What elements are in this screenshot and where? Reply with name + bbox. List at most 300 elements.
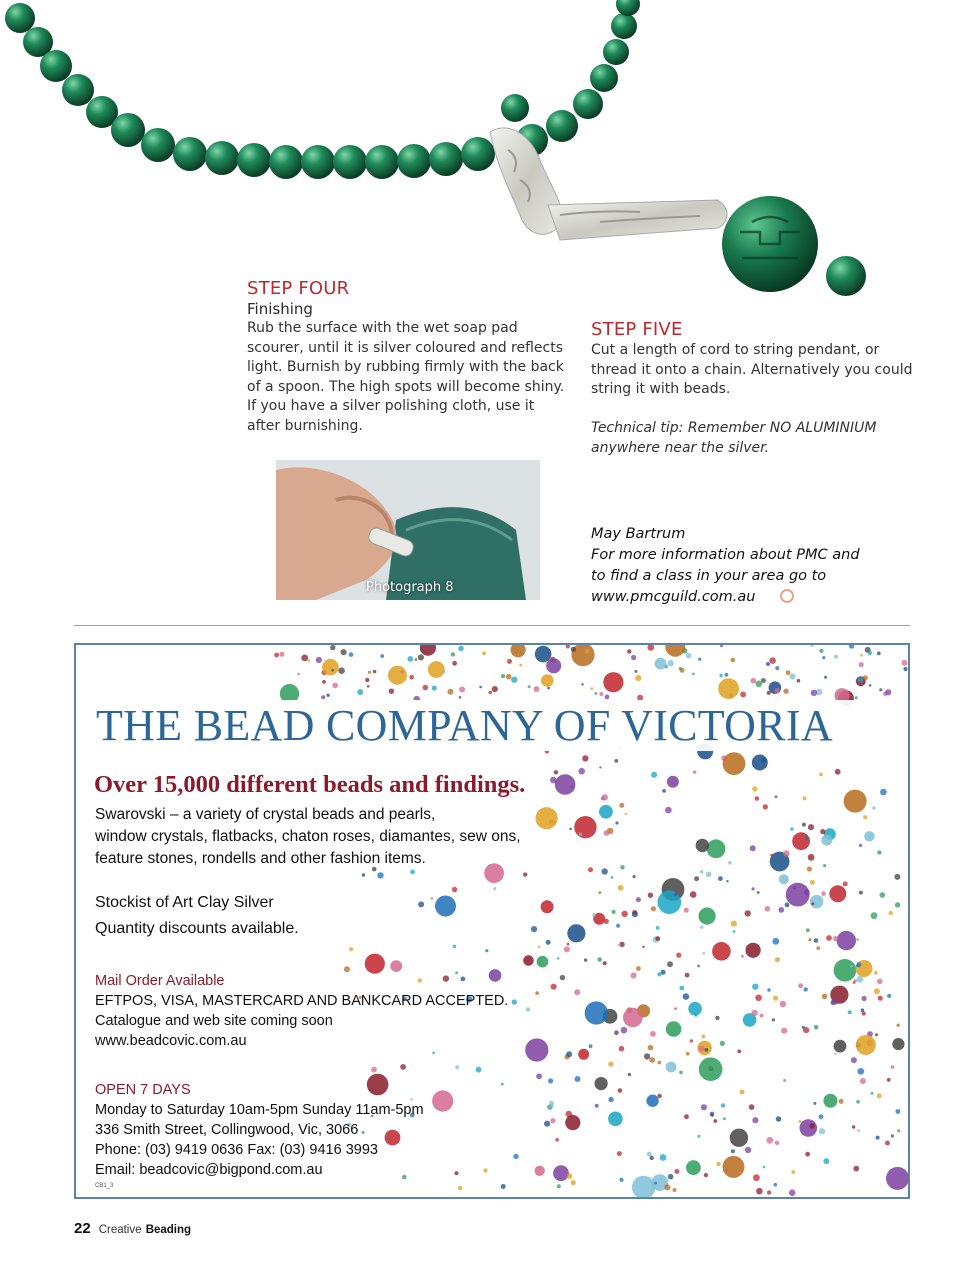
bead-dot: [599, 692, 603, 696]
bead-dot: [367, 685, 370, 688]
bead-dot: [647, 645, 654, 651]
bead-dot: [860, 1078, 866, 1084]
bead-dot: [804, 889, 810, 895]
step-four-line: light. Burnish by rubbing firmly with the back: [247, 359, 564, 376]
bead-dot: [554, 770, 558, 774]
bead-dot: [389, 689, 394, 694]
bead-dot: [534, 686, 540, 692]
bead-dot: [862, 1011, 866, 1015]
bead-dot: [897, 1024, 900, 1027]
stock-line: Stockist of Art Clay Silver: [95, 894, 274, 911]
bead-dot: [896, 1109, 901, 1114]
bead-dot: [686, 1160, 701, 1175]
bead-dot: [458, 646, 464, 652]
bead-dot: [536, 1073, 542, 1079]
bead-dot: [602, 794, 608, 800]
bead-dot: [526, 1007, 530, 1011]
bead-dot: [737, 1050, 741, 1054]
bead-dot: [800, 1119, 818, 1137]
bead-dot: [860, 654, 863, 657]
author-credit: [591, 524, 860, 608]
desc-line: Swarovski – a variety of crystal beads and pearls,: [95, 806, 436, 823]
bead-dot: [726, 880, 728, 882]
bead-dot: [859, 662, 864, 667]
bead-dot: [802, 823, 806, 827]
bead-dot: [692, 673, 695, 676]
bead-dot: [625, 813, 627, 815]
bead-dot: [745, 910, 751, 916]
bead-dot: [886, 1167, 908, 1190]
bead-dot: [595, 692, 598, 695]
bead-dot: [380, 654, 384, 658]
bead-dot: [789, 1189, 796, 1196]
bead-dot: [571, 1180, 576, 1185]
bead-dot: [579, 833, 582, 836]
bead-dot: [589, 1044, 593, 1048]
ad-stockist: [95, 890, 299, 942]
bead-dot: [887, 1078, 891, 1082]
bead-dot: [642, 946, 645, 949]
bead-dot: [667, 961, 673, 967]
ad-title: THE BEAD COMPANY OF VICTORIA: [92, 700, 910, 751]
bead-dot: [835, 769, 841, 775]
bead-dot: [631, 655, 636, 660]
bead-dot: [894, 874, 900, 880]
bead-dot: [418, 901, 424, 907]
bead-dot: [451, 652, 455, 656]
bead-dot: [802, 1026, 805, 1029]
bead-dot: [810, 880, 815, 885]
bead-dot: [819, 1128, 825, 1134]
bead-dot: [557, 1184, 561, 1188]
bead-dot: [869, 684, 872, 687]
bead-dot: [274, 653, 279, 658]
bead-dot: [611, 876, 613, 878]
bead-dot: [584, 958, 587, 961]
credit-line: to find a class in your area go to: [591, 568, 827, 584]
bead-dot: [662, 789, 666, 793]
bead-dot: [804, 987, 808, 991]
silver-pendant: [490, 128, 727, 240]
bead-dot: [902, 660, 908, 666]
necklace-photo: [0, 0, 974, 300]
bead-dot: [699, 1057, 723, 1081]
bead-dot: [632, 1176, 655, 1197]
bead-dot: [655, 658, 667, 670]
bead-dot: [605, 695, 610, 700]
bead-dot: [648, 893, 653, 898]
bead-dot: [721, 1103, 725, 1107]
bead-dot: [501, 674, 505, 678]
bead-dot: [620, 865, 624, 869]
bead-dot: [618, 1088, 623, 1093]
bead-dot: [703, 952, 706, 955]
step-five-body: [591, 341, 921, 400]
bead-dot: [876, 1136, 880, 1140]
bead-dot: [792, 832, 810, 850]
bead-dot: [614, 759, 618, 763]
burnishing-photo: [276, 460, 540, 600]
bead-dot: [541, 674, 554, 687]
bead-dot: [488, 691, 492, 695]
mail-line: EFTPOS, VISA, MASTERCARD AND BANKCARD ACCEPTED.: [95, 993, 509, 1009]
bead-dot: [550, 1118, 555, 1123]
bead-dot: [780, 1001, 786, 1007]
bead-dot: [797, 679, 801, 683]
bead-dot: [536, 807, 558, 829]
bead-dot: [715, 1016, 719, 1020]
bead-dot: [823, 1158, 829, 1164]
bead-dot: [633, 875, 636, 878]
bead-dot: [538, 946, 541, 949]
bead-dot: [783, 850, 790, 857]
step-five-heading: STEP FIVE: [591, 319, 683, 340]
bead-dot: [731, 658, 736, 663]
bead-dot: [415, 658, 418, 661]
bead-dot: [752, 786, 757, 791]
ad-tagline: Over 15,000 different beads and findings.: [94, 771, 526, 798]
bead-dot: [831, 998, 838, 1005]
bead-dot: [789, 673, 795, 679]
bead-dot: [877, 850, 881, 854]
bead-dot: [765, 906, 771, 912]
bead-dot: [699, 908, 716, 925]
bead-dot: [459, 687, 465, 693]
bead-dot: [608, 1112, 623, 1127]
bead-dot: [775, 795, 778, 798]
technical-tip: [591, 418, 921, 458]
bead-dot: [775, 957, 780, 962]
bead-dot: [875, 1033, 878, 1036]
bead-dot: [501, 1083, 504, 1086]
bead-dot: [728, 861, 732, 865]
bead-dot: [619, 1046, 625, 1052]
stock-line: Quantity discounts available.: [95, 920, 299, 937]
bead-dot: [362, 873, 365, 876]
bead-dot: [763, 1166, 766, 1169]
bead-company-advert: [74, 643, 910, 1199]
bead-dot: [755, 796, 760, 801]
step-four-section: [247, 278, 577, 437]
bead-dot: [885, 689, 891, 695]
bead-dot: [776, 1116, 782, 1122]
credit-line: For more information about PMC and: [591, 547, 860, 563]
bead-dot: [822, 994, 828, 1000]
bead-dot: [603, 672, 623, 692]
bead-dot: [368, 671, 371, 674]
bead-dot: [779, 874, 789, 884]
bead-dot: [492, 686, 498, 692]
bead-dot: [731, 921, 737, 927]
bead-dot: [501, 1184, 506, 1189]
bead-dot: [694, 876, 699, 881]
bead-dot: [760, 1014, 764, 1018]
bead-dot: [903, 667, 907, 671]
magazine-prefix: Creative: [98, 1224, 142, 1236]
bead-dot: [839, 1099, 844, 1104]
bead-dot: [879, 688, 882, 691]
step-five-line: Cut a length of cord to string pendant, or: [591, 342, 880, 358]
bead-dot: [647, 1152, 652, 1157]
bead-dot: [823, 1094, 837, 1108]
bead-dot: [701, 1035, 705, 1039]
desc-line: window crystals, flatbacks, chaton roses, diamantes, sew ons,: [95, 828, 521, 845]
bead-dot: [696, 839, 709, 852]
bead-dot: [569, 828, 572, 831]
bead-dot: [834, 959, 857, 982]
bead-dot: [544, 1121, 550, 1127]
bead-dot: [858, 677, 864, 683]
bead-dot: [646, 1095, 658, 1107]
bead-dot: [848, 1010, 852, 1014]
bead-dot: [585, 649, 590, 654]
bead-dot: [453, 945, 457, 949]
bead-dot: [621, 911, 627, 917]
bead-dot: [667, 776, 679, 788]
bead-dot: [718, 876, 723, 881]
bead-dot: [690, 1039, 693, 1042]
bead-dot: [872, 806, 875, 809]
bead-dot: [617, 1151, 622, 1156]
bead-dot: [859, 891, 863, 895]
bead-dot: [877, 979, 883, 985]
bead-dot: [710, 1112, 715, 1117]
bead-dot: [674, 1169, 679, 1174]
bead-dot: [806, 928, 810, 932]
bead-dot: [698, 658, 701, 661]
bead-dot: [679, 986, 684, 991]
bead-dot: [684, 908, 689, 913]
bead-dot: [316, 657, 322, 663]
bead-dot: [716, 1162, 720, 1166]
bead-dot: [574, 989, 580, 995]
bead-dot: [834, 1040, 847, 1053]
bead-dot: [602, 868, 608, 874]
bead-dot: [420, 645, 436, 656]
bead-dot: [897, 1129, 900, 1132]
bead-dot: [863, 675, 868, 680]
bead-dot: [874, 971, 878, 975]
bead-dot: [279, 652, 284, 657]
bead-dot: [588, 867, 593, 872]
bead-dot: [322, 659, 339, 676]
bead-dot: [814, 938, 819, 943]
bead-dot: [699, 1046, 705, 1052]
bead-dot: [752, 1117, 758, 1123]
bead-dot: [829, 885, 846, 902]
bead-dot: [614, 1030, 619, 1035]
bead-dot: [822, 656, 825, 659]
bead-dot: [676, 953, 681, 958]
bead-dot: [590, 687, 593, 690]
bead-dot: [632, 911, 638, 917]
bead-dot: [713, 1119, 717, 1123]
bead-dot: [322, 680, 326, 684]
bead-dot: [332, 683, 338, 689]
step-four-line: If you have a silver polishing cloth, use it: [247, 398, 535, 415]
bead-dot: [506, 674, 512, 680]
bead-dot: [673, 1188, 677, 1192]
step-four-line: after burnishing.: [247, 417, 363, 434]
bead-dot: [750, 678, 756, 684]
bead-dot: [447, 689, 453, 695]
bead-dot: [535, 991, 539, 995]
page-number: 22: [74, 1220, 91, 1237]
bead-dot: [723, 1117, 726, 1120]
bead-dot: [330, 645, 335, 650]
ad-mail-order: [95, 971, 508, 1051]
bead-dot: [566, 1051, 572, 1057]
bead-dot: [813, 1102, 816, 1105]
bead-dot: [618, 944, 621, 947]
bead-dot: [853, 1166, 859, 1172]
bead-dot: [512, 999, 517, 1004]
bead-dot: [557, 957, 559, 959]
bead-dot: [608, 1061, 613, 1066]
bead-dot: [400, 1064, 406, 1070]
bead-dot: [683, 993, 690, 1000]
bead-dot: [537, 956, 549, 968]
bead-dot: [859, 844, 862, 847]
bead-dot: [746, 943, 761, 958]
bead-dot: [665, 807, 672, 814]
bead-dot: [619, 1178, 623, 1182]
bead-dot: [767, 988, 771, 992]
bead-dot: [459, 696, 462, 699]
bead-dot: [410, 870, 415, 875]
bead-dot: [844, 790, 867, 813]
bead-dot: [892, 1038, 904, 1050]
bead-dot: [864, 831, 874, 841]
bead-dot: [553, 1165, 569, 1181]
bead-dot: [603, 961, 607, 965]
bead-dot: [658, 1061, 662, 1065]
bead-dot: [657, 972, 661, 976]
bead-dot: [435, 896, 456, 917]
bead-dot: [805, 1152, 810, 1157]
bead-dot: [349, 947, 353, 951]
bead-dot: [887, 994, 891, 998]
tip-line: anywhere near the silver.: [591, 439, 770, 456]
bead-dot: [442, 670, 445, 673]
bead-dot: [432, 685, 437, 690]
bead-dot: [750, 845, 756, 851]
email-line[interactable]: Email: beadcovic@bigpond.com.au: [95, 1162, 323, 1178]
bead-dot: [773, 996, 778, 1001]
bead-dot: [756, 681, 763, 688]
bead-dot: [820, 829, 825, 834]
bead-dot: [878, 996, 883, 1001]
bead-dot: [511, 677, 517, 683]
bead-dot: [567, 924, 585, 942]
bead-dot: [705, 1048, 709, 1052]
bead-dot: [819, 773, 823, 777]
magazine-name: Beading: [145, 1224, 192, 1236]
bead-dot: [774, 688, 780, 694]
bead-dot: [857, 1068, 864, 1075]
bead-dot: [855, 696, 858, 699]
bead-dot: [598, 891, 601, 894]
bead-dot: [895, 902, 900, 907]
bead-dot: [604, 830, 610, 836]
bead-dot: [428, 661, 445, 678]
bead-dot: [649, 1057, 655, 1063]
bead-dot: [706, 872, 712, 878]
bead-dot: [423, 685, 429, 691]
bead-dot: [371, 1067, 377, 1073]
bead-dot: [511, 645, 526, 657]
bead-dot: [431, 897, 434, 900]
bead-dot: [679, 1071, 683, 1075]
bead-dot: [730, 1129, 748, 1147]
bead-dot: [341, 649, 347, 655]
bead-dot: [567, 943, 570, 946]
photo-caption: Photograph 8: [366, 580, 454, 595]
bead-dot: [808, 854, 815, 861]
credit-url[interactable]: www.pmcguild.com.au: [591, 589, 756, 605]
bead-dot: [733, 930, 736, 933]
step-five-line: thread it onto a chain. Alternatively you could: [591, 361, 913, 378]
bead-dot: [880, 789, 887, 796]
bead-dot: [635, 675, 641, 681]
bead-dot: [877, 652, 881, 656]
bead-dot: [455, 1065, 459, 1069]
ad-website[interactable]: www.beadcovic.com.au: [95, 1033, 247, 1049]
step-five-section: [591, 319, 921, 458]
bead-dot: [785, 903, 790, 908]
bead-dot: [856, 1035, 876, 1055]
bead-dot: [823, 864, 826, 867]
bead-dot: [528, 685, 531, 688]
bead-dot: [668, 1174, 674, 1180]
tip-line: Technical tip: Remember NO ALUMINIUM: [591, 419, 877, 436]
bead-dot: [636, 966, 641, 971]
step-four-line: scourer, until it is silver coloured and reflects: [247, 339, 564, 356]
bead-dot: [651, 772, 657, 778]
bead-dot: [493, 887, 496, 890]
bead-dot: [301, 655, 308, 662]
step-five-line: string it with beads.: [591, 381, 731, 398]
bead-dot: [483, 1168, 487, 1172]
bead-dot: [297, 673, 300, 676]
bead-dot: [843, 881, 848, 886]
photograph-8: [276, 460, 540, 600]
bead-dot: [834, 1053, 836, 1055]
bead-dot: [880, 892, 886, 898]
bead-dot: [458, 1186, 462, 1190]
bead-dot: [666, 1062, 677, 1073]
bead-dot: [582, 755, 588, 761]
bead-dot: [684, 1114, 689, 1119]
bead-dot: [868, 651, 872, 655]
bead-dot: [535, 646, 552, 663]
phone-line: Phone: (03) 9419 0636 Fax: (03) 9416 3993: [95, 1142, 378, 1158]
bead-dot: [476, 1067, 482, 1073]
bead-dot: [418, 654, 424, 660]
bead-dot: [564, 946, 570, 952]
bead-dot: [778, 907, 784, 913]
bead-dot: [833, 936, 838, 941]
page-footer: [74, 1220, 191, 1237]
necklace-illustration: [0, 0, 974, 300]
bead-strand: [5, 0, 640, 179]
ad-code: CB1_3: [95, 1183, 114, 1189]
bead-dot: [723, 752, 746, 775]
bead-dot: [767, 1190, 771, 1194]
bead-dot: [657, 1094, 661, 1098]
bead-dot: [665, 645, 685, 657]
bead-dot: [753, 1174, 760, 1181]
